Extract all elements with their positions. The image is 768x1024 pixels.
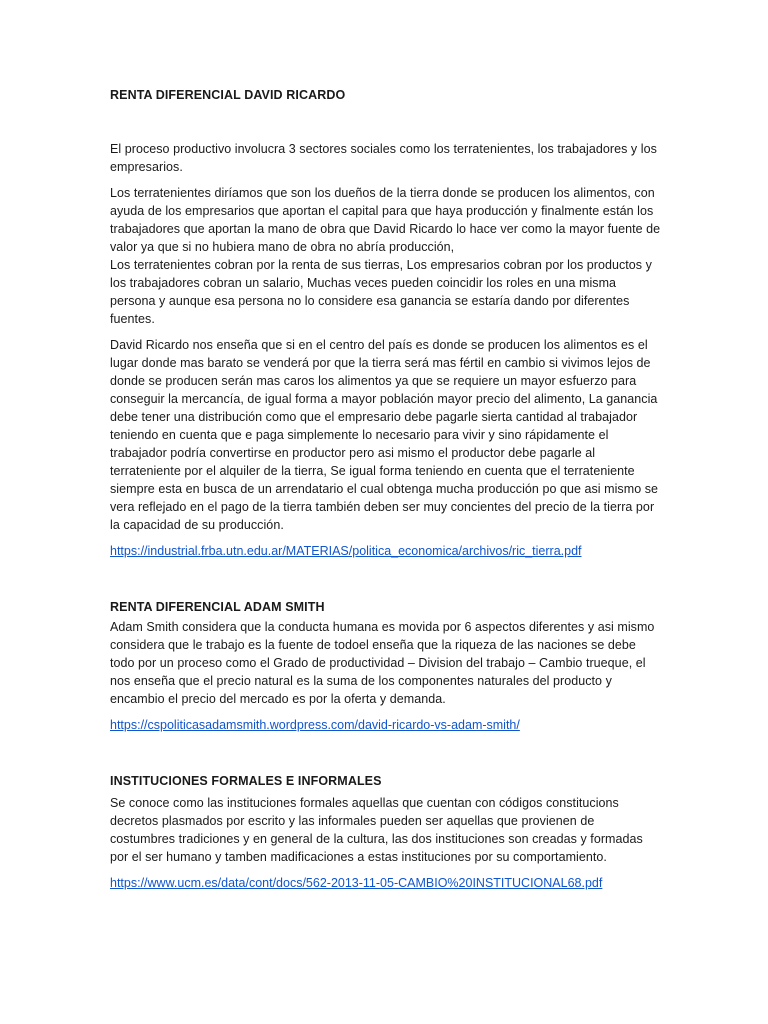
paragraph: Adam Smith considera que la conducta humana es movida por 6 aspectos diferentes y asi mismo considera que le trabajo es la fuente de todoel enseña que la riqueza de las naciones se debe todo por un proceso como el Grado de productividad – Division del trabajo – Cambio trueque, el nos enseña que el precio natural es la suma de los componentes naturales del producto y encambio el precio del mercado es por la oferta y demanda.: [110, 620, 655, 706]
source-link-smith[interactable]: https://cspoliticasadamsmith.wordpress.com/david-ricardo-vs-adam-smith/: [110, 718, 520, 732]
source-link-instituciones[interactable]: https://www.ucm.es/data/cont/docs/562-2013-11-05-CAMBIO%20INSTITUCIONAL68.pdf: [110, 876, 603, 890]
document-body: [110, 86, 662, 892]
section-title-instituciones: INSTITUCIONES FORMALES E INFORMALES: [110, 774, 382, 788]
paragraph: Los terratenientes diríamos que son los dueños de la tierra donde se producen los alimentos, con ayuda de los empresarios que aportan el capital para que haya producción y finalmente están los trabajadores que aportan la mano de obra que David Ricardo lo hace ver como la mayor fuente de valor ya que si no hubiera mano de obra no abría producción,: [110, 186, 661, 254]
paragraph: David Ricardo nos enseña que si en el centro del país es donde se producen los alimentos es el lugar donde mas barato se venderá por que la tierra será mas fértil en cambio si vivimos lejos de donde se producen serán mas caros los alimentos ya que se requiere un mayor esfuerzo para conseguir la mercancía, de igual forma a mayor población mayor precio del alimento, La ganancia debe tener una distribución como que el empresario debe pagarle sierta cantidad al trabajador teniendo en cuenta que e paga simplemente lo necesario para vivir y sino rápidamente el trabajador podría convertirse en productor pero asi mismo el productor debe pagarle al terrateniente por el alquiler de la tierra, Se igual forma teniendo en cuenta que el terrateniente siempre esta en busca de un arrendatario el cual obtenga mucha producción po que asi mismo se vera reflejado en el pago de la tierra también deben ser muy concientes del precio de la tierra por la capacidad de su producción.: [110, 338, 659, 532]
paragraph: Se conoce como las instituciones formales aquellas que cuentan con códigos constitucions decretos plasmados por escrito y las informales pueden ser aquellas que provienen de costumbres tradiciones y en general de la cultura, las dos instituciones son creadas y formadas por el ser humano y tamben madificaciones a estas instituciones por su comportamiento.: [110, 796, 643, 864]
section-title-ricardo: RENTA DIFERENCIAL DAVID RICARDO: [110, 88, 346, 102]
section-title-smith: RENTA DIFERENCIAL ADAM SMITH: [110, 600, 325, 614]
source-link-ricardo[interactable]: https://industrial.frba.utn.edu.ar/MATERIAS/politica_economica/archivos/ric_tierra.pdf: [110, 544, 582, 558]
paragraph: Los terratenientes cobran por la renta de sus tierras, Los empresarios cobran por los productos y los trabajadores cobran un salario, Muchas veces pueden coincidir los roles en una misma persona y aunque esa persona no lo considere esa ganancia se estaría dando por diferentes fuentes.: [110, 258, 652, 326]
paragraph: El proceso productivo involucra 3 sectores sociales como los terratenientes, los trabajadores y los empresarios.: [110, 142, 657, 174]
